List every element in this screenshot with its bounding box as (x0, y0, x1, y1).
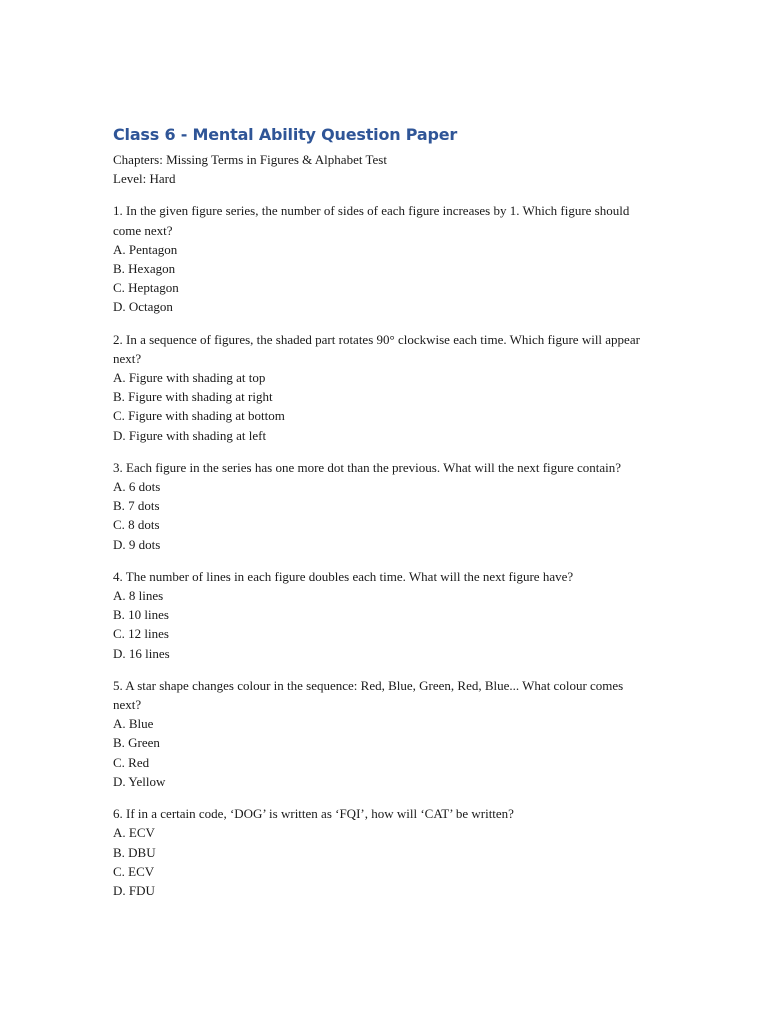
option-c: C. Heptagon (113, 280, 179, 296)
option-b: B. 7 dots (113, 498, 160, 514)
question-text: 6. If in a certain code, ‘DOG’ is written as ‘FQI’, how will ‘CAT’ be written? (113, 806, 514, 822)
question-text: 5. A star shape changes colour in the sequence: Red, Blue, Green, Red, Blue... What colour comes next? (113, 677, 624, 713)
question-4 (113, 567, 653, 663)
option-c: C. Figure with shading at bottom (113, 408, 285, 424)
question-1 (113, 201, 653, 316)
option-c: C. ECV (113, 863, 155, 879)
option-c: C. 8 dots (113, 517, 160, 533)
option-b: B. Hexagon (113, 261, 176, 277)
option-d: D. Yellow (113, 773, 166, 789)
option-d: D. Figure with shading at left (113, 427, 267, 443)
question-text: 3. Each figure in the series has one more dot than the previous. What will the next figure contain? (113, 459, 622, 475)
page-title: Class 6 - Mental Ability Question Paper (113, 125, 458, 144)
option-b: B. Green (113, 735, 160, 751)
option-d: D. 9 dots (113, 536, 161, 552)
level-line: Level: Hard (113, 171, 176, 187)
option-a: A. Blue (113, 716, 154, 732)
option-a: A. Pentagon (113, 241, 178, 257)
option-d: D. 16 lines (113, 645, 170, 661)
option-c: C. Red (113, 754, 150, 770)
question-text: 1. In the given figure series, the number of sides of each figure increases by 1. Which figure should come next? (113, 203, 630, 238)
question-text: 4. The number of lines in each figure doubles each time. What will the next figure have? (113, 568, 574, 584)
option-b: B. DBU (113, 844, 156, 860)
option-d: D. FDU (113, 882, 155, 898)
option-d: D. Octagon (113, 299, 173, 315)
option-b: B. Figure with shading at right (113, 389, 273, 405)
question-text: 2. In a sequence of figures, the shaded part rotates 90° clockwise each time. Which figure will appear next? (113, 331, 640, 366)
question-5 (113, 676, 653, 791)
chapters-line: Chapters: Missing Terms in Figures & Alphabet Test (113, 152, 387, 167)
option-a: A. 6 dots (113, 479, 161, 495)
option-a: A. 8 lines (113, 588, 164, 604)
question-6 (113, 804, 653, 900)
question-2 (113, 330, 653, 445)
option-c: C. 12 lines (113, 626, 169, 642)
option-a: A. Figure with shading at top (113, 370, 266, 386)
question-3 (113, 458, 653, 554)
option-a: A. ECV (113, 825, 155, 841)
document-page (113, 124, 653, 913)
paper-meta (113, 150, 653, 188)
option-b: B. 10 lines (113, 607, 169, 623)
